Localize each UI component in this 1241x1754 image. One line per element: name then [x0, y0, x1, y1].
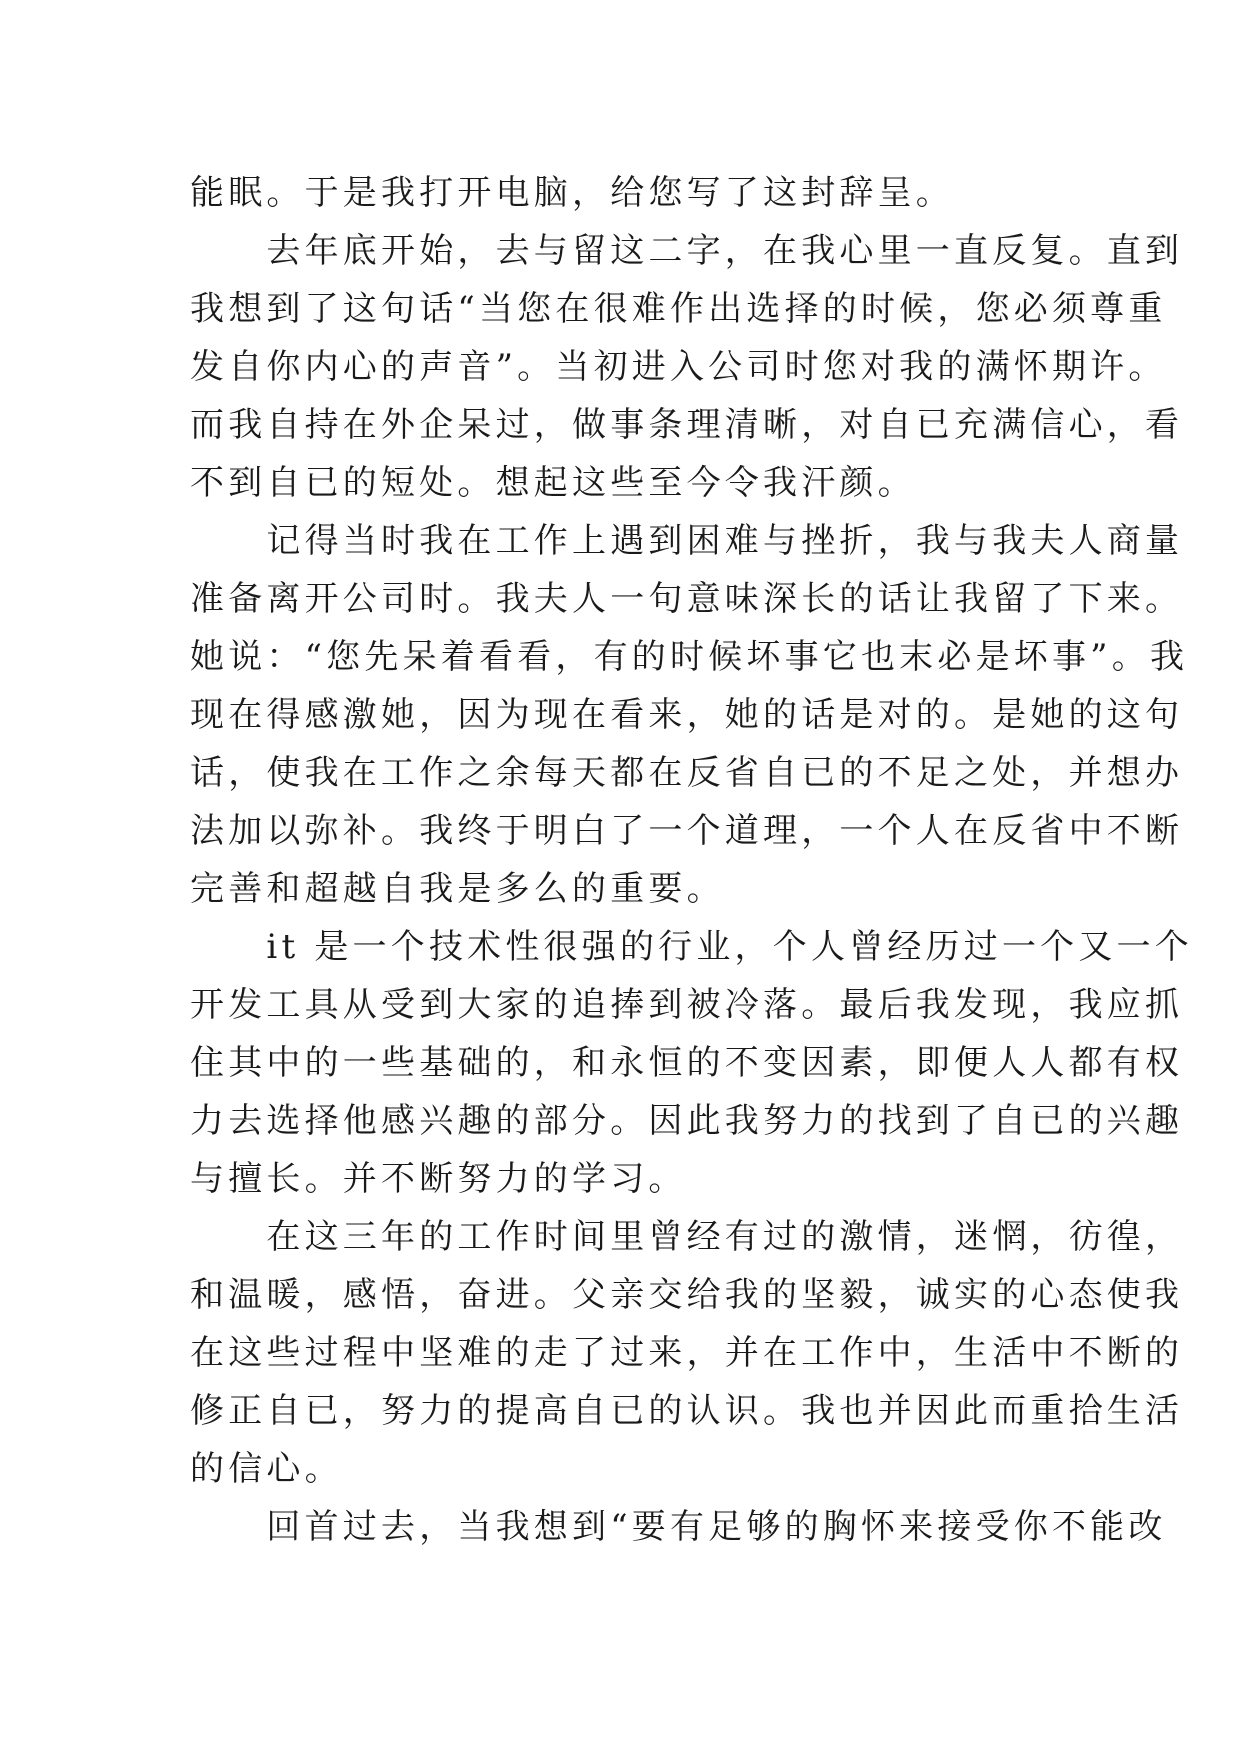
text-line: 的信心。	[190, 1449, 343, 1489]
text-line: 她说：“您先呆着看看，有的时候坏事它也末必是坏事”。我	[190, 637, 1189, 677]
text-line: 话，使我在工作之余每天都在反省自已的不足之处，并想办	[190, 753, 1184, 793]
text-line: 准备离开公司时。我夫人一句意味深长的话让我留了下来。	[190, 579, 1184, 619]
letter-body	[190, 164, 1193, 1556]
text-line: 而我自持在外企呆过，做事条理清晰，对自已充满信心，看	[190, 405, 1184, 445]
text-line: 去年底开始，去与留这二字，在我心里一直反复。直到	[190, 231, 1184, 271]
text-line: 和温暖，感悟，奋进。父亲交给我的坚毅，诚实的心态使我	[190, 1275, 1184, 1315]
text-line: 在这些过程中坚难的走了过来，并在工作中，生活中不断的	[190, 1333, 1184, 1373]
text-line: 力去选择他感兴趣的部分。因此我努力的找到了自已的兴趣	[190, 1101, 1184, 1141]
text-line: 记得当时我在工作上遇到困难与挫折，我与我夫人商量	[190, 521, 1184, 561]
text-line: 发自你内心的声音”。当初进入公司时您对我的满怀期许。	[190, 347, 1167, 387]
text-line: 住其中的一些基础的，和永恒的不变因素，即便人人都有权	[190, 1043, 1184, 1083]
text-line: 完善和超越自我是多么的重要。	[190, 869, 725, 909]
text-line: 修正自已，努力的提高自已的认识。我也并因此而重拾生活	[190, 1391, 1184, 1431]
text-line: 能眠。于是我打开电脑，给您写了这封辞呈。	[190, 173, 954, 213]
text-line: 法加以弥补。我终于明白了一个道理，一个人在反省中不断	[190, 811, 1184, 851]
text-line: 开发工具从受到大家的追捧到被冷落。最后我发现，我应抓	[190, 985, 1184, 1025]
text-line: 回首过去，当我想到“要有足够的胸怀来接受你不能改	[190, 1507, 1167, 1547]
text-line: 现在得感激她，因为现在看来，她的话是对的。是她的这句	[190, 695, 1184, 735]
text-line: 我想到了这句话“当您在很难作出选择的时候，您必须尊重	[190, 289, 1167, 329]
text-line: 与擅长。并不断努力的学习。	[190, 1159, 687, 1199]
text-line: 在这三年的工作时间里曾经有过的激情，迷惘，彷徨，	[190, 1217, 1184, 1257]
text-line: it 是一个技术性很强的行业，个人曾经历过一个又一个	[190, 927, 1193, 967]
text-line: 不到自已的短处。想起这些至今令我汗颜。	[190, 463, 916, 503]
